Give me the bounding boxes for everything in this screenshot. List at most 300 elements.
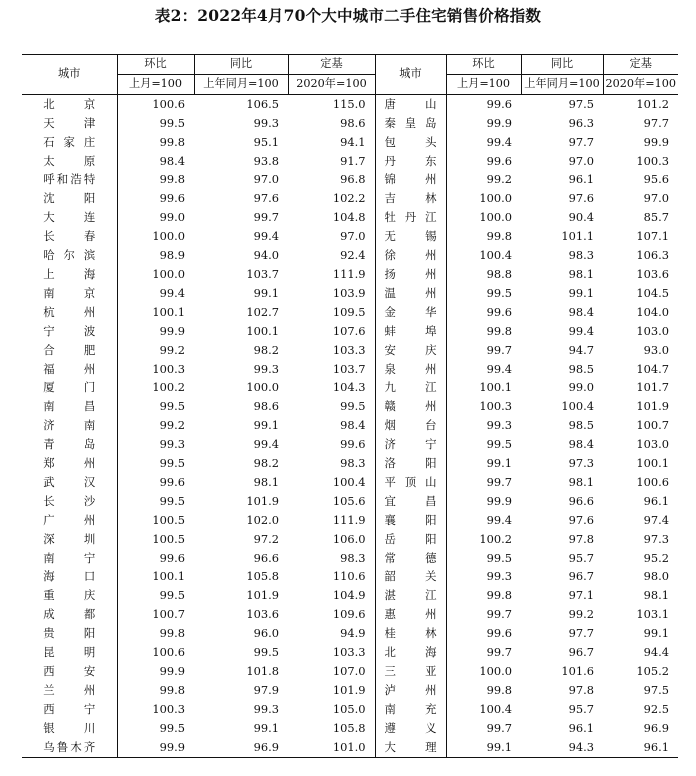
city-name: 扬州	[384, 266, 437, 281]
city-name-cell	[375, 624, 446, 643]
table-row	[22, 416, 678, 435]
tb-value: 101.1	[561, 229, 594, 244]
hb-value: 99.7	[486, 720, 512, 735]
tb-value: 98.1	[253, 474, 279, 489]
city-name: 武汉	[43, 474, 96, 489]
hb-value: 99.9	[159, 664, 185, 678]
dj-value: 111.9	[288, 511, 375, 530]
city-name-cell	[22, 662, 117, 681]
city-name-cell	[22, 738, 117, 757]
tb-value: 98.5	[568, 418, 594, 433]
city-name-cell	[22, 700, 117, 719]
tb-value: 99.1	[253, 418, 279, 433]
tb-value: 99.3	[253, 115, 279, 130]
city-name-cell	[22, 284, 117, 303]
city-name-cell	[22, 511, 117, 530]
hb-value: 99.9	[486, 493, 512, 508]
dj-value: 106.0	[288, 530, 375, 549]
table-row	[22, 133, 678, 152]
tb-value: 99.2	[568, 607, 594, 622]
city-name: 天津	[43, 115, 96, 130]
tb-value: 105.8	[246, 569, 279, 584]
city-name-cell	[375, 341, 446, 360]
city-name-cell	[375, 435, 446, 454]
hb-value: 98.4	[159, 153, 185, 168]
hb-value: 99.8	[159, 172, 185, 187]
tb-value: 96.6	[253, 550, 279, 565]
city-name: 岳阳	[384, 531, 437, 546]
tb-value: 98.1	[568, 266, 594, 281]
city-name-cell	[375, 567, 446, 586]
city-name: 丹东	[384, 153, 437, 168]
table-row	[22, 700, 678, 719]
city-name-cell	[22, 719, 117, 738]
city-name: 宜昌	[384, 493, 437, 508]
tb-value: 97.0	[253, 172, 279, 187]
city-name-cell	[22, 605, 117, 624]
dj-value: 100.4	[288, 473, 375, 492]
tb-value: 97.9	[253, 682, 279, 697]
hb-value: 99.6	[486, 153, 512, 168]
dj-value: 98.3	[288, 549, 375, 568]
dj-value: 97.0	[288, 227, 375, 246]
hb-value: 99.4	[159, 285, 185, 300]
city-name: 西安	[43, 664, 96, 678]
hb-value: 99.8	[486, 588, 512, 603]
header-dj-left: 定基	[288, 55, 375, 75]
tb-value: 97.0	[568, 153, 594, 168]
tb-value: 100.4	[561, 399, 594, 414]
tb-value: 96.0	[253, 626, 279, 641]
tb-value: 99.5	[253, 645, 279, 660]
hb-value: 99.6	[486, 626, 512, 641]
city-name: 成都	[43, 607, 96, 622]
hb-value: 100.0	[152, 266, 185, 281]
dj-value: 105.8	[288, 719, 375, 738]
dj-value: 101.2	[636, 96, 669, 111]
tb-value: 103.6	[246, 607, 279, 622]
dj-value: 95.2	[643, 550, 669, 565]
tb-value: 97.5	[568, 96, 594, 111]
city-name: 徐州	[384, 248, 437, 263]
city-name: 长春	[43, 229, 96, 244]
dj-value: 97.0	[643, 191, 669, 206]
hb-value: 98.8	[486, 266, 512, 281]
table-row	[22, 152, 678, 171]
dj-value: 101.9	[288, 681, 375, 700]
hb-value: 99.6	[159, 191, 185, 206]
city-name: 杭州	[43, 304, 96, 319]
dj-value: 110.6	[288, 567, 375, 586]
city-name-cell	[375, 662, 446, 681]
table-row	[22, 303, 678, 322]
tb-value: 100.0	[246, 380, 279, 395]
tb-value: 98.2	[253, 456, 279, 471]
tb-value: 100.1	[246, 323, 279, 338]
hb-value: 99.6	[159, 474, 185, 489]
city-name-cell	[375, 170, 446, 189]
city-name-cell	[22, 303, 117, 322]
table-row	[22, 341, 678, 360]
dj-value: 96.1	[603, 738, 678, 757]
city-name: 九江	[384, 380, 437, 395]
tb-value: 103.7	[246, 266, 279, 281]
city-name-cell	[375, 454, 446, 473]
dj-value: 101.0	[288, 738, 375, 757]
hb-value: 99.1	[446, 738, 521, 757]
city-name-cell	[22, 189, 117, 208]
hb-value: 99.5	[159, 399, 185, 414]
city-name: 秦皇岛	[384, 115, 437, 130]
hb-value: 100.3	[152, 361, 185, 376]
city-name: 上海	[43, 266, 96, 281]
tb-value: 102.7	[246, 304, 279, 319]
hb-value: 99.5	[159, 456, 185, 471]
table-row	[22, 492, 678, 511]
hb-value: 99.5	[159, 588, 185, 603]
dj-value: 96.1	[643, 493, 669, 508]
dj-value: 94.4	[643, 645, 669, 660]
city-name-cell	[22, 341, 117, 360]
city-name: 贵阳	[43, 626, 96, 641]
city-name: 济宁	[384, 437, 437, 452]
city-name: 襄阳	[384, 512, 437, 527]
dj-value: 99.9	[643, 134, 669, 149]
city-name: 哈尔滨	[43, 248, 96, 263]
city-name: 乌鲁木齐	[43, 739, 96, 754]
city-name: 石家庄	[43, 134, 96, 149]
tb-value: 99.4	[253, 229, 279, 244]
dj-value: 101.7	[636, 380, 669, 395]
subheader-hb-right: 上月=100	[446, 74, 521, 94]
city-name-cell	[375, 284, 446, 303]
hb-value: 99.7	[486, 342, 512, 357]
dj-value: 91.7	[288, 152, 375, 171]
city-name-cell	[375, 416, 446, 435]
tb-value: 97.8	[568, 531, 594, 546]
dj-value: 111.9	[288, 265, 375, 284]
hb-value: 99.8	[486, 229, 512, 244]
table-row	[22, 246, 678, 265]
hb-value: 100.2	[479, 531, 512, 546]
hb-value: 99.0	[159, 210, 185, 225]
city-name: 遵义	[384, 720, 437, 735]
city-name-cell	[375, 265, 446, 284]
dj-value: 103.0	[636, 437, 669, 452]
dj-value: 97.5	[643, 682, 669, 697]
city-name: 厦门	[43, 380, 96, 395]
dj-value: 104.3	[288, 378, 375, 397]
city-name: 南宁	[43, 550, 96, 565]
hb-value: 99.5	[159, 115, 185, 130]
dj-value: 98.3	[288, 454, 375, 473]
dj-value: 98.4	[288, 416, 375, 435]
city-name-cell	[22, 152, 117, 171]
dj-value: 85.7	[643, 210, 669, 225]
table-row	[22, 681, 678, 700]
dj-value: 103.0	[636, 323, 669, 338]
city-name-cell	[375, 303, 446, 322]
city-name: 包头	[384, 134, 437, 149]
city-name: 锦州	[384, 172, 437, 187]
city-name-cell	[375, 719, 446, 738]
city-name-cell	[375, 681, 446, 700]
table-row	[22, 360, 678, 379]
city-name-cell	[375, 492, 446, 511]
dj-value: 100.3	[636, 153, 669, 168]
table-row	[22, 511, 678, 530]
city-name: 惠州	[384, 607, 437, 622]
table-row	[22, 473, 678, 492]
dj-value: 98.1	[643, 588, 669, 603]
subheader-dj-right: 2020年=100	[603, 74, 678, 94]
hb-value: 100.5	[152, 512, 185, 527]
table-row	[22, 170, 678, 189]
tb-value: 98.4	[568, 304, 594, 319]
city-name: 深圳	[43, 531, 96, 546]
city-name-cell	[375, 227, 446, 246]
hb-value: 100.3	[479, 399, 512, 414]
hb-value: 99.5	[159, 720, 185, 735]
table-row	[22, 189, 678, 208]
tb-value: 93.8	[253, 153, 279, 168]
tb-value: 94.0	[253, 248, 279, 263]
tb-value: 99.4	[568, 323, 594, 338]
city-name: 桂林	[384, 626, 437, 641]
tb-value: 96.3	[568, 115, 594, 130]
city-name-cell	[22, 378, 117, 397]
hb-value: 100.0	[479, 210, 512, 225]
city-name: 牡丹江	[384, 210, 437, 225]
table-row	[22, 662, 678, 681]
dj-value: 104.7	[636, 361, 669, 376]
dj-value: 99.6	[288, 435, 375, 454]
dj-value: 115.0	[288, 94, 375, 113]
hb-value: 100.2	[152, 380, 185, 395]
tb-value: 95.1	[253, 134, 279, 149]
city-name: 合肥	[43, 342, 96, 357]
city-name-cell	[375, 360, 446, 379]
dj-value: 107.6	[288, 322, 375, 341]
city-name-cell	[22, 492, 117, 511]
city-name: 广州	[43, 512, 96, 527]
dj-value: 107.0	[288, 662, 375, 681]
table-row	[22, 624, 678, 643]
tb-value: 98.5	[568, 361, 594, 376]
city-name-cell	[375, 208, 446, 227]
city-name-cell	[22, 643, 117, 662]
city-name-cell	[22, 567, 117, 586]
city-name-cell	[22, 227, 117, 246]
dj-value: 109.5	[288, 303, 375, 322]
city-name-cell	[375, 152, 446, 171]
tb-value: 96.6	[568, 493, 594, 508]
hb-value: 99.6	[486, 304, 512, 319]
dj-value: 100.6	[636, 474, 669, 489]
city-name-cell	[22, 586, 117, 605]
city-name: 长沙	[43, 493, 96, 508]
city-name: 南昌	[43, 399, 96, 414]
hb-value: 98.9	[159, 248, 185, 263]
dj-value: 104.8	[288, 208, 375, 227]
hb-value: 99.8	[486, 323, 512, 338]
city-name-cell	[22, 170, 117, 189]
hb-value: 99.9	[159, 323, 185, 338]
city-name-cell	[375, 473, 446, 492]
dj-value: 97.7	[643, 115, 669, 130]
city-name: 青岛	[43, 437, 96, 452]
hb-value: 100.4	[479, 248, 512, 263]
city-name-cell	[375, 738, 446, 757]
table-row	[22, 208, 678, 227]
city-name-cell	[375, 605, 446, 624]
city-name-cell	[375, 378, 446, 397]
tb-value: 98.2	[253, 342, 279, 357]
hb-value: 99.3	[486, 569, 512, 584]
city-name: 大连	[43, 210, 96, 225]
city-name: 郑州	[43, 456, 96, 471]
dj-value: 97.3	[643, 531, 669, 546]
city-name-cell	[22, 435, 117, 454]
table-row	[22, 643, 678, 662]
dj-value: 105.6	[288, 492, 375, 511]
city-name: 大理	[384, 739, 437, 754]
tb-value: 96.1	[568, 172, 594, 187]
city-name-cell	[22, 246, 117, 265]
header-hb-left: 环比	[117, 55, 194, 75]
dj-value: 100.1	[636, 456, 669, 471]
city-name-cell	[375, 549, 446, 568]
tb-value: 97.7	[568, 626, 594, 641]
tb-value: 99.7	[253, 210, 279, 225]
hb-value: 99.5	[159, 493, 185, 508]
city-name: 北京	[43, 96, 96, 111]
hb-value: 99.3	[159, 437, 185, 452]
tb-value: 99.3	[253, 361, 279, 376]
tb-value: 98.6	[253, 399, 279, 414]
dj-value: 97.4	[643, 512, 669, 527]
dj-value: 102.2	[288, 189, 375, 208]
table-row	[22, 94, 678, 113]
tb-value: 95.7	[568, 550, 594, 565]
city-name-cell	[22, 322, 117, 341]
hb-value: 100.4	[479, 701, 512, 716]
city-name: 常德	[384, 550, 437, 565]
hb-value: 100.0	[152, 229, 185, 244]
city-name-cell	[22, 265, 117, 284]
city-name: 洛阳	[384, 456, 437, 471]
tb-value: 99.1	[253, 720, 279, 735]
hb-value: 99.4	[486, 134, 512, 149]
tb-value: 97.1	[568, 588, 594, 603]
hb-value: 99.3	[486, 418, 512, 433]
hb-value: 99.1	[486, 456, 512, 471]
subheader-hb-left: 上月=100	[117, 74, 194, 94]
city-name: 金华	[384, 304, 437, 319]
tb-value: 96.7	[568, 645, 594, 660]
tb-value: 106.5	[246, 96, 279, 111]
subheader-tb-left: 上年同月=100	[194, 74, 288, 94]
table-row	[22, 738, 678, 757]
tb-value: 101.8	[246, 664, 279, 678]
city-name-cell	[375, 133, 446, 152]
price-index-table	[22, 54, 678, 758]
hb-value: 99.5	[486, 437, 512, 452]
city-name: 兰州	[43, 682, 96, 697]
tb-value: 98.1	[568, 474, 594, 489]
tb-value: 95.7	[568, 701, 594, 716]
city-name-cell	[22, 473, 117, 492]
hb-value: 100.1	[479, 380, 512, 395]
tb-value: 97.6	[253, 191, 279, 206]
tb-value: 97.3	[568, 456, 594, 471]
city-name: 呼和浩特	[43, 172, 96, 187]
hb-value: 100.3	[152, 701, 185, 716]
tb-value: 94.7	[568, 342, 594, 357]
city-name-cell	[375, 114, 446, 133]
city-name-cell	[22, 360, 117, 379]
city-name: 平顶山	[384, 474, 437, 489]
dj-value: 100.7	[636, 418, 669, 433]
header-dj-right: 定基	[603, 55, 678, 75]
hb-value: 100.1	[152, 569, 185, 584]
city-name: 湛江	[384, 588, 437, 603]
hb-value: 100.5	[152, 531, 185, 546]
hb-value: 100.6	[152, 645, 185, 660]
table-row	[22, 435, 678, 454]
city-name: 南京	[43, 285, 96, 300]
city-name: 南充	[384, 701, 437, 716]
hb-value: 99.9	[117, 738, 194, 757]
header-tb-right: 同比	[521, 55, 603, 75]
hb-value: 99.5	[486, 285, 512, 300]
table-row	[22, 378, 678, 397]
tb-value: 99.3	[253, 701, 279, 716]
table-row	[22, 114, 678, 133]
subheader-tb-right: 上年同月=100	[521, 74, 603, 94]
tb-value: 90.4	[568, 210, 594, 225]
city-name-cell	[375, 511, 446, 530]
tb-value: 98.3	[568, 248, 594, 263]
tb-value: 97.7	[568, 134, 594, 149]
hb-value: 99.8	[486, 682, 512, 697]
dj-value: 103.7	[288, 360, 375, 379]
tb-value: 97.6	[568, 512, 594, 527]
hb-value: 99.2	[486, 172, 512, 187]
dj-value: 109.6	[288, 605, 375, 624]
tb-value: 99.0	[568, 380, 594, 395]
tb-value: 96.7	[568, 569, 594, 584]
city-name: 泸州	[384, 682, 437, 697]
tb-value: 102.0	[246, 512, 279, 527]
tb-value: 99.4	[253, 437, 279, 452]
hb-value: 99.8	[159, 626, 185, 641]
city-name: 海口	[43, 569, 96, 584]
city-name-cell	[375, 94, 446, 113]
dj-value: 104.5	[636, 285, 669, 300]
city-name-cell	[375, 643, 446, 662]
city-name-cell	[375, 322, 446, 341]
city-name: 蚌埠	[384, 323, 437, 338]
hb-value: 99.8	[159, 682, 185, 697]
tb-value: 96.1	[568, 720, 594, 735]
header-tb-left: 同比	[194, 55, 288, 75]
city-name: 北海	[384, 645, 437, 660]
dj-value: 94.1	[288, 133, 375, 152]
city-name: 烟台	[384, 418, 437, 433]
city-name-cell	[375, 189, 446, 208]
dj-value: 103.9	[288, 284, 375, 303]
